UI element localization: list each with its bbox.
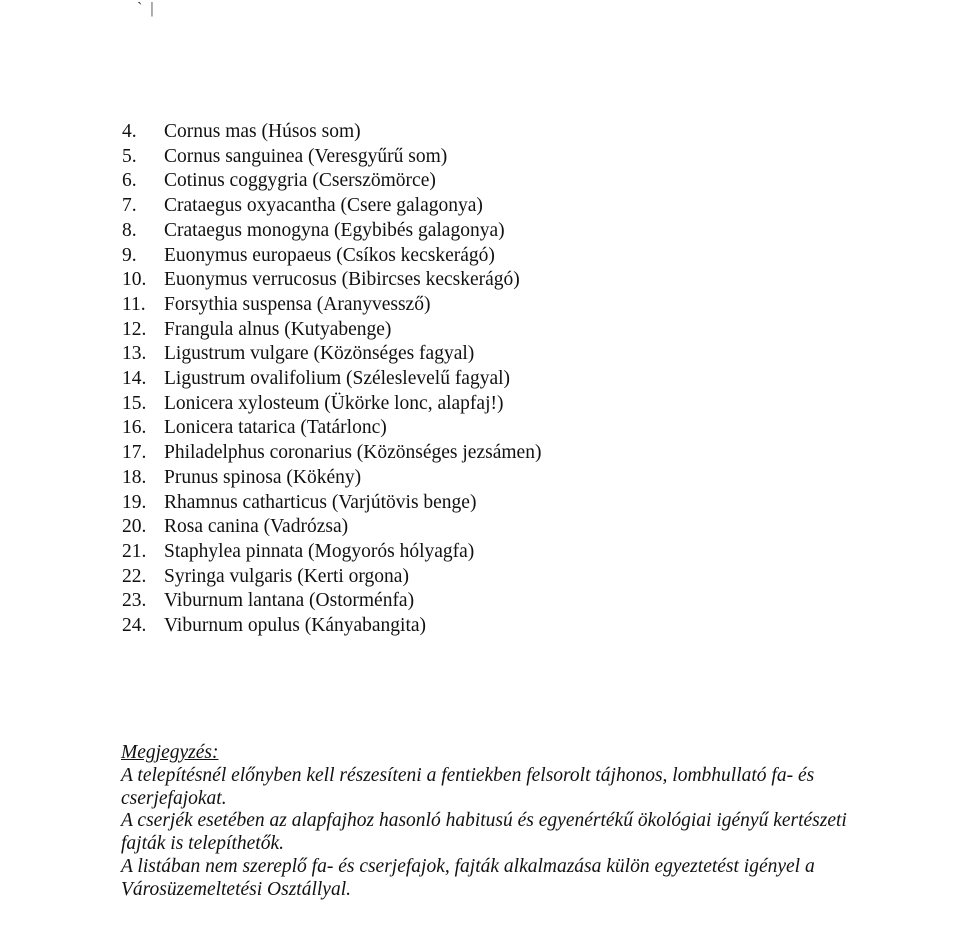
item-number: 16. (122, 417, 147, 439)
item-number: 22. (122, 565, 147, 587)
note-line: Városüzemeltetési Osztállyal. (121, 878, 352, 900)
item-number: 6. (122, 170, 137, 192)
item-text: Viburnum opulus (Kányabangita) (164, 615, 427, 637)
list-item (122, 565, 541, 590)
list-item (122, 169, 541, 194)
item-number: 7. (122, 195, 137, 217)
item-text: Lonicera tatarica (Tatárlonc) (164, 417, 387, 439)
item-number: 4. (122, 121, 137, 142)
item-text: Crataegus oxyacantha (Csere galagonya) (164, 195, 483, 217)
item-text: Rosa canina (Vadrózsa) (164, 516, 349, 538)
item-number: 21. (122, 540, 147, 562)
item-text: Euonymus verrucosus (Bibircses kecskerágó) (164, 269, 520, 291)
item-number: 8. (122, 219, 137, 241)
list-item (122, 293, 541, 318)
list-item (122, 219, 541, 244)
item-number: 15. (122, 392, 147, 414)
list-item (122, 120, 541, 145)
list-item (122, 145, 541, 170)
list-item (122, 392, 541, 417)
item-text: Staphylea pinnata (Mogyorós hólyagfa) (164, 540, 475, 562)
item-number: 14. (122, 368, 147, 390)
list-item (122, 589, 541, 614)
item-number: 24. (122, 615, 147, 637)
item-number: 18. (122, 466, 147, 488)
note-line: A cserjék esetében az alapfajhoz hasonló habitusú és egyenértékű ökológiai igényű kertészeti (121, 810, 847, 832)
item-text: Rhamnus catharticus (Varjútövis benge) (164, 491, 477, 513)
list-item (122, 441, 541, 466)
list-item (122, 342, 541, 367)
note-block (121, 742, 960, 902)
item-text: Forsythia suspensa (Aranyvessző) (164, 293, 431, 315)
list-item (122, 244, 541, 269)
item-text: Euonymus europaeus (Csíkos kecskerágó) (164, 244, 495, 266)
item-number: 11. (122, 293, 146, 315)
item-text: Prunus spinosa (Kökény) (164, 466, 362, 488)
item-text: Philadelphus coronarius (Közönséges jezsámen) (164, 442, 542, 464)
item-text: Ligustrum ovalifolium (Széleslevelű fagyal) (164, 368, 511, 390)
list-item (122, 318, 541, 343)
item-text: Crataegus monogyna (Egybibés galagonya) (164, 219, 505, 241)
item-text: Frangula alnus (Kutyabenge) (164, 318, 392, 340)
scan-mark: ` | (137, 0, 156, 17)
item-text: Cotinus coggygria (Cserszömörce) (164, 170, 436, 192)
item-number: 20. (122, 516, 147, 538)
item-text: Cornus mas (Húsos som) (164, 121, 361, 142)
note-line: fajták is telepíthetők. (121, 833, 284, 855)
item-number: 5. (122, 145, 137, 167)
list-item (122, 194, 541, 219)
item-text: Lonicera xylosteum (Ükörke lonc, alapfaj!) (164, 392, 504, 414)
item-text: Viburnum lantana (Ostorménfa) (164, 590, 415, 612)
item-number: 17. (122, 442, 147, 464)
item-text: Syringa vulgaris (Kerti orgona) (164, 565, 409, 587)
list-item (122, 491, 541, 516)
note-line: A telepítésnél előnyben kell részesíteni a fentiekben felsorolt tájhonos, lombhullató fa- és (121, 764, 815, 786)
list-item (122, 416, 541, 441)
list-item (122, 466, 541, 491)
item-text: Ligustrum vulgare (Közönséges fagyal) (164, 343, 475, 365)
item-text: Cornus sanguinea (Veresgyűrű som) (164, 145, 448, 167)
item-number: 23. (122, 590, 147, 612)
list-item (122, 614, 541, 639)
item-number: 12. (122, 318, 147, 340)
note-line: cserjefajokat. (121, 787, 227, 809)
note-heading: Megjegyzés: (121, 742, 219, 763)
item-number: 9. (122, 244, 137, 266)
item-number: 19. (122, 491, 147, 513)
species-list (122, 120, 541, 639)
list-item (122, 515, 541, 540)
item-number: 13. (122, 343, 147, 365)
list-item (122, 268, 541, 293)
note-line: A listában nem szereplő fa- és cserjefajok, fajták alkalmazása külön egyeztetést igényel a (121, 855, 815, 877)
list-item (122, 367, 541, 392)
list-item (122, 540, 541, 565)
item-number: 10. (122, 269, 147, 291)
